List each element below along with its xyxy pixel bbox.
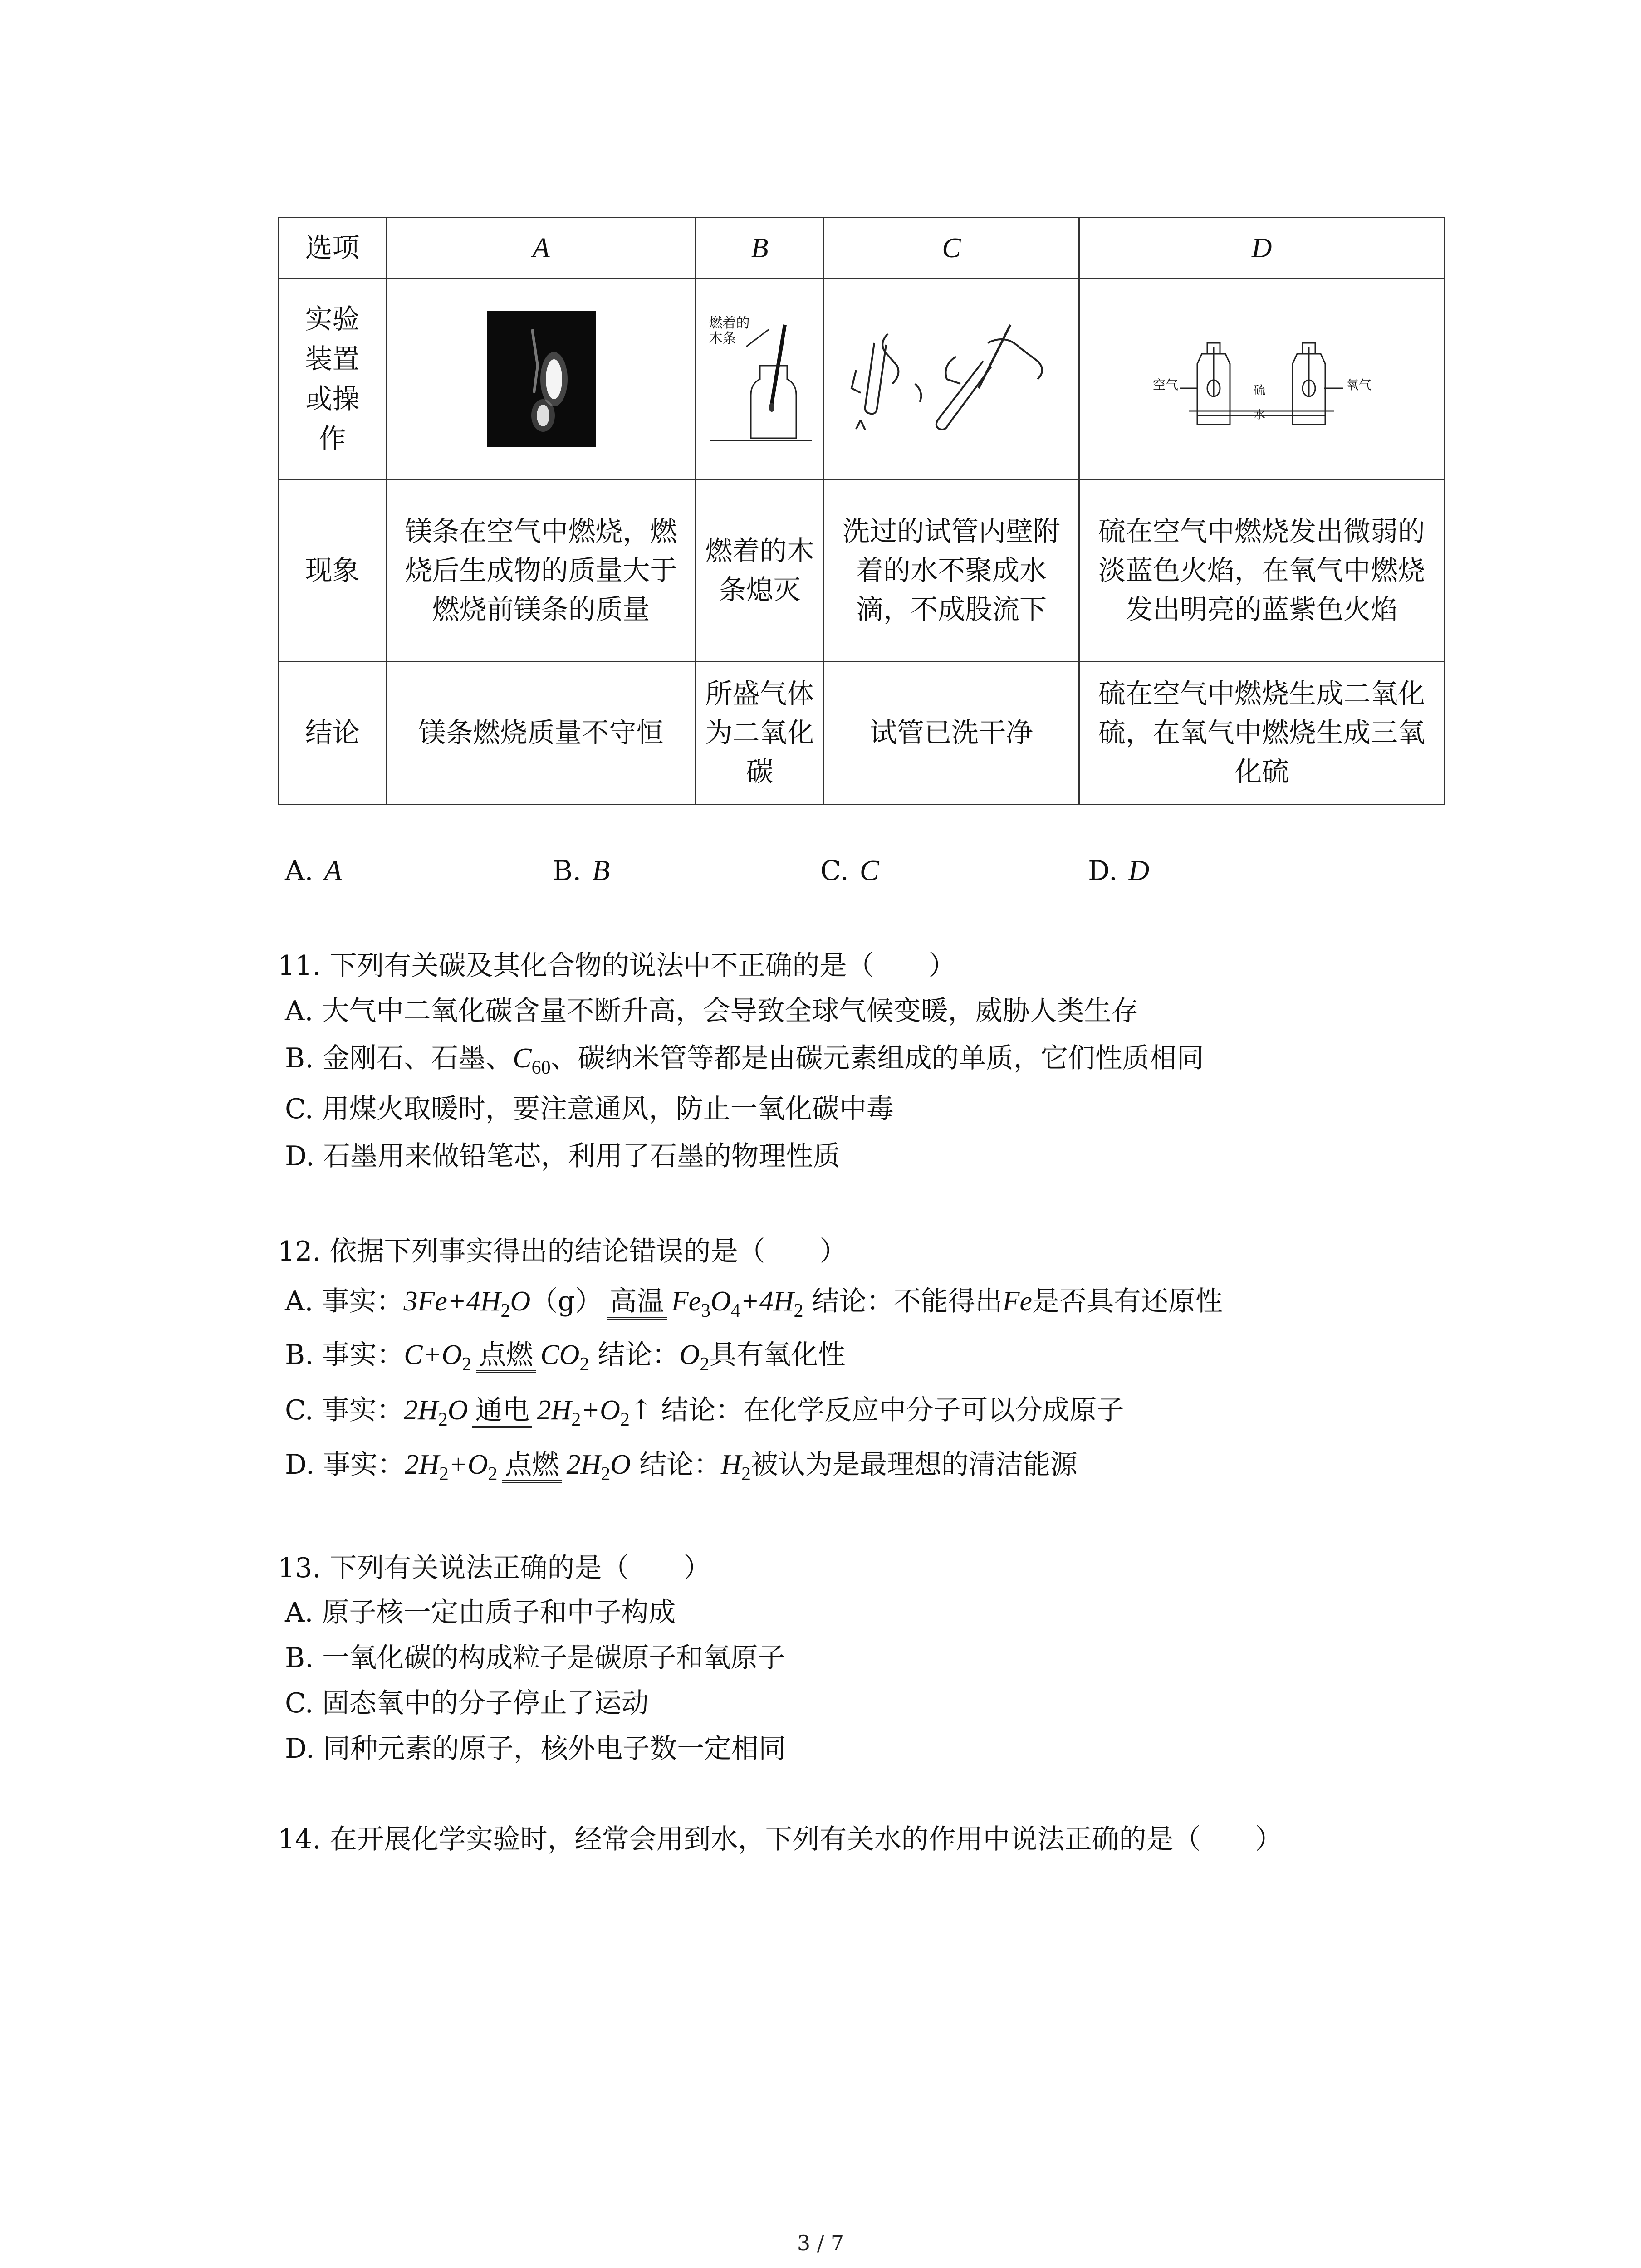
conclusion-d: 硫在空气中燃烧生成二氧化硫，在氧气中燃烧生成三氧化硫 — [1079, 662, 1445, 805]
gas-up-arrow-icon: ↑ — [629, 1394, 653, 1426]
figure-d — [1135, 320, 1389, 438]
q12-c-f2b: +O — [581, 1395, 620, 1426]
label-air: 空气 — [1153, 377, 1179, 392]
phenomenon-b: 燃着的木条熄灭 — [696, 480, 824, 662]
conclusion-label: 结论 — [279, 662, 387, 805]
page-number: 3 / 7 — [797, 2231, 844, 2255]
q12-a-f2b: （g） — [530, 1286, 603, 1317]
q12-d-prefix: D. 事实： — [285, 1449, 405, 1481]
q12-a-prefix: A. 事实： — [285, 1286, 404, 1317]
q13-option-c[interactable]: C. 固态氧中的分子停止了运动 — [285, 1687, 649, 1719]
q12-b-condition: 点燃 — [476, 1340, 536, 1373]
q10-option-a-value: A — [324, 854, 342, 886]
q12-a-concl-b: 是否具有还原性 — [1032, 1286, 1223, 1317]
header-option-d: D — [1079, 218, 1445, 279]
table-header-row — [279, 218, 1445, 279]
q10-option-b[interactable] — [553, 854, 610, 887]
q10-option-c[interactable] — [820, 854, 879, 887]
q12-d-concl-f: H — [721, 1449, 741, 1480]
q12-b-concl-a: 结论： — [589, 1339, 680, 1371]
header-option-label: 选项 — [279, 218, 387, 279]
washing-test-tube-figure — [847, 316, 1056, 443]
q10-option-c-prefix: C. — [820, 855, 849, 887]
gas-bottle-with-stick-icon — [705, 311, 814, 447]
q10-option-c-value: C — [859, 854, 879, 886]
conclusion-a: 镁条燃烧质量不守恒 — [387, 662, 696, 805]
q12-c-f1b: O — [447, 1395, 468, 1426]
label-sulfur: 硫 — [1254, 384, 1266, 397]
q11-option-b[interactable] — [285, 1041, 1204, 1085]
q12-c-concl: 结论：在化学反应中分子可以分成原子 — [652, 1394, 1124, 1426]
q12-option-a[interactable] — [285, 1284, 1223, 1329]
q10-option-a-prefix: A. — [285, 855, 314, 887]
q13-option-a[interactable]: A. 原子核一定由质子和中子构成 — [285, 1597, 676, 1628]
apparatus-label-text: 实验 装置 或操 作 — [305, 303, 360, 455]
q12-d-concl-b: 被认为是最理想的清洁能源 — [750, 1449, 1078, 1481]
q12-b-prefix: B. 事实： — [285, 1339, 404, 1371]
figure-a-cell — [387, 279, 696, 480]
figure-c-cell — [824, 279, 1079, 480]
experiment-table — [278, 217, 1445, 805]
q11-formula-c60-sub: 60 — [531, 1057, 551, 1078]
conclusion-b: 所盛气体为二氧化碳 — [696, 662, 824, 805]
q12-d-condition: 点燃 — [502, 1450, 562, 1483]
q12-a-concl-f: Fe — [1002, 1286, 1032, 1317]
q12-b-f1: C+O — [404, 1339, 462, 1370]
figure-d-cell — [1079, 279, 1445, 480]
q12-d-concl-a: 结论： — [631, 1449, 721, 1481]
q12-d-f2b: O — [610, 1449, 631, 1480]
q12-a-f1: 3Fe+4H — [403, 1286, 501, 1317]
q12-a-f2: O — [510, 1286, 531, 1317]
q12-b-s2: 2 — [579, 1354, 589, 1375]
q12-c-s2b: 2 — [620, 1409, 630, 1430]
q12-b-concl-b: 具有氧化性 — [709, 1339, 846, 1371]
q12-d-s1: 2 — [439, 1464, 449, 1485]
q11-formula-c60: C — [513, 1043, 532, 1074]
q12-b-concl-f: O — [679, 1339, 700, 1370]
q11-option-c[interactable]: C. 用煤火取暖时，要注意通风，防止一氧化碳中毒 — [285, 1093, 894, 1125]
q12-a-s3a: 3 — [701, 1300, 711, 1321]
header-option-b: B — [696, 218, 824, 279]
q12-d-f1: 2H — [405, 1449, 439, 1480]
q14-stem: 14. 在开展化学实验时，经常会用到水，下列有关水的作用中说法正确的是（ ） — [278, 1823, 1283, 1855]
q12-a-concl-a: 结论：不能得出 — [803, 1286, 1003, 1317]
q12-b-s1: 2 — [462, 1354, 472, 1375]
label-water: 水 — [1254, 408, 1266, 422]
conclusion-c: 试管已洗干净 — [824, 662, 1079, 805]
phenomenon-c: 洗过的试管内壁附着的水不聚成水滴，不成股流下 — [824, 480, 1079, 662]
q13-option-d[interactable]: D. 同种元素的原子，核外电子数一定相同 — [285, 1733, 786, 1765]
q12-stem: 12. 依据下列事实得出的结论错误的是（ ） — [278, 1236, 847, 1267]
q10-option-d-value: D — [1128, 854, 1150, 886]
q12-a-s1: 2 — [500, 1300, 510, 1321]
q12-c-condition: 通电 — [472, 1396, 532, 1428]
q13-stem: 13. 下列有关说法正确的是（ ） — [278, 1552, 711, 1584]
q11-option-b-pre: B. 金刚石、石墨、 — [285, 1042, 513, 1074]
q12-b-concl-s: 2 — [700, 1354, 710, 1375]
phenomenon-a: 镁条在空气中燃烧，燃烧后生成物的质量大于燃烧前镁条的质量 — [387, 480, 696, 662]
q12-a-f3c: +4H — [740, 1286, 794, 1317]
label-oxygen: 氧气 — [1346, 377, 1372, 392]
figure-b — [705, 311, 814, 447]
q12-d-s1b: 2 — [488, 1464, 498, 1485]
q12-option-c[interactable] — [285, 1393, 1124, 1437]
figure-b-cell — [696, 279, 824, 480]
q12-c-s2: 2 — [571, 1409, 581, 1430]
q11-stem: 11. 下列有关碳及其化合物的说法中不正确的是（ ） — [278, 950, 956, 982]
header-option-a: A — [387, 218, 696, 279]
q11-option-b-post: 、碳纳米管等都是由碳元素组成的单质，它们性质相同 — [550, 1042, 1204, 1074]
apparatus-label — [279, 279, 387, 480]
q10-option-a[interactable] — [285, 854, 342, 887]
table-row-phenomenon — [279, 480, 1445, 662]
q12-c-s1: 2 — [438, 1409, 448, 1430]
q12-a-s3b: 4 — [730, 1300, 740, 1321]
q12-b-f2: CO — [540, 1339, 580, 1370]
magnesium-burning-figure — [487, 311, 596, 447]
q12-d-s2: 2 — [601, 1464, 611, 1485]
table-row-apparatus — [279, 279, 1445, 480]
q12-d-concl-s: 2 — [741, 1464, 751, 1485]
q12-a-f3b: O — [710, 1286, 731, 1317]
q10-option-d[interactable] — [1088, 854, 1149, 887]
q10-option-b-value: B — [592, 854, 610, 886]
q12-c-f1: 2H — [403, 1395, 438, 1426]
q13-option-b[interactable]: B. 一氧化碳的构成粒子是碳原子和氧原子 — [285, 1642, 785, 1674]
q10-option-b-prefix: B. — [553, 855, 582, 887]
q12-a-s3c: 2 — [794, 1300, 803, 1321]
q12-c-prefix: C. 事实： — [285, 1394, 404, 1426]
q12-d-f2: 2H — [566, 1449, 601, 1480]
q12-a-f3: Fe — [671, 1286, 701, 1317]
burning-stick-caption: 燃着的 木条 — [709, 315, 750, 347]
q12-option-b[interactable] — [285, 1337, 845, 1382]
q11-option-d[interactable]: D. 石墨用来做铅笔芯，利用了石墨的物理性质 — [285, 1140, 841, 1172]
table-row-conclusion — [279, 662, 1445, 805]
q12-d-f1b: +O — [448, 1449, 488, 1480]
header-option-c: C — [824, 218, 1079, 279]
q12-a-condition: 高温 — [607, 1287, 667, 1320]
q10-option-d-prefix: D. — [1088, 855, 1118, 887]
q11-option-a[interactable]: A. 大气中二氧化碳含量不断升高，会导致全球气候变暖，威胁人类生存 — [285, 995, 1139, 1027]
q12-option-d[interactable] — [285, 1447, 1078, 1492]
q12-c-f2: 2H — [537, 1395, 572, 1426]
phenomenon-label: 现象 — [279, 480, 387, 662]
phenomenon-d: 硫在空气中燃烧发出微弱的淡蓝色火焰，在氧气中燃烧发出明亮的蓝紫色火焰 — [1079, 480, 1445, 662]
